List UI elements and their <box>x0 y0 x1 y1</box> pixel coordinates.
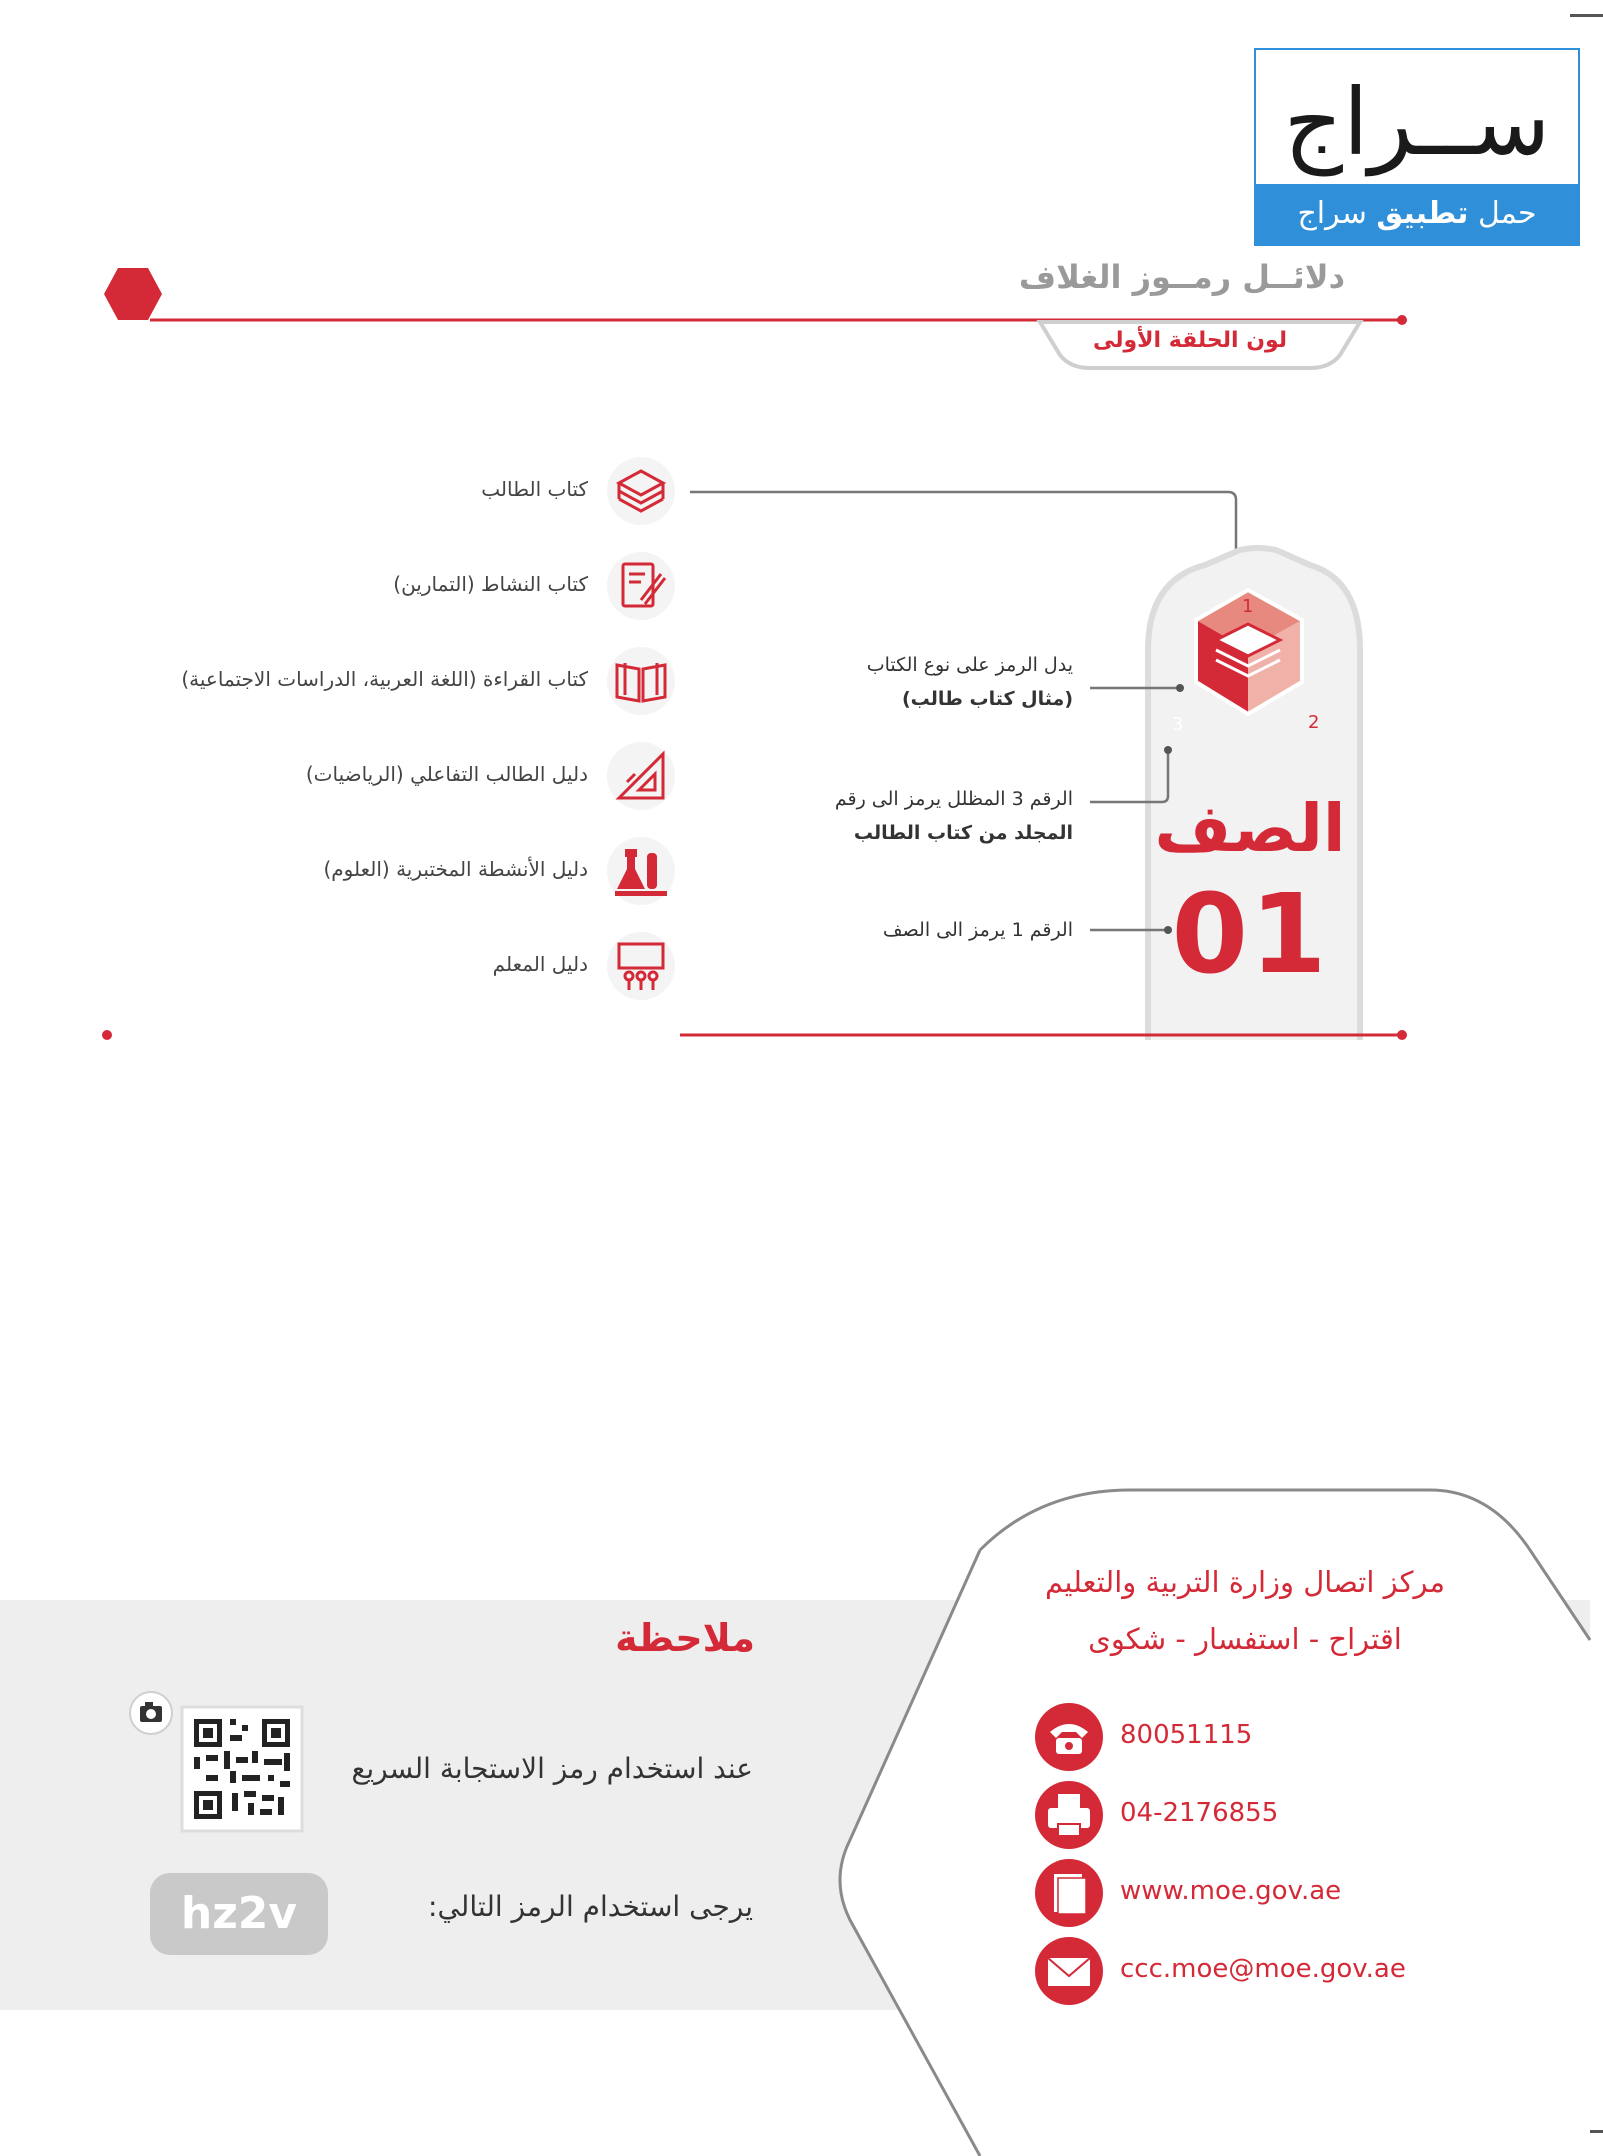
legend-label: كتاب النشاط (التمارين) <box>393 572 588 596</box>
logo-bar-text-1: حمل <box>1477 196 1537 231</box>
open-book-icon <box>605 645 677 717</box>
contact-item-fax[interactable] <box>1034 1780 1474 1850</box>
contact-item-web[interactable] <box>1034 1858 1474 1928</box>
camera-icon <box>128 1690 174 1736</box>
logo-wordmark: ســراج <box>1283 69 1551 176</box>
note-title: ملاحظة <box>615 1616 755 1660</box>
contact-subtitle: اقتراح - استفسار - شكوى <box>1088 1622 1402 1656</box>
contact-item-phone[interactable] <box>1034 1702 1474 1772</box>
note-line-2: يرجى استخدام الرمز التالي: <box>428 1890 753 1923</box>
legend-label: كتاب الطالب <box>481 477 588 501</box>
logo-download-bar[interactable] <box>1256 184 1578 244</box>
explain-volume-line1: الرقم 3 المظلل يرمز الى رقم <box>834 788 1073 810</box>
hex-seg-1-label: 1 <box>1242 596 1254 617</box>
red-hexagon-marker <box>104 268 162 320</box>
legend-label: كتاب القراءة (اللغة العربية، الدراسات الاجتماعية) <box>181 667 588 691</box>
bottom-line-start-dot <box>102 1030 112 1040</box>
section-header-graphic <box>0 250 1603 390</box>
legend-item <box>100 740 700 812</box>
section-subtitle: لون الحلقة الأولى <box>1092 328 1288 353</box>
explain-type-line1: يدل الرمز على نوع الكتاب <box>866 654 1073 676</box>
legend-item <box>100 550 700 622</box>
grade-word: الصف <box>1154 790 1346 867</box>
email-icon <box>1034 1936 1104 2006</box>
phone-icon <box>1034 1702 1104 1772</box>
legend-label: دليل الأنشطة المختبرية (العلوم) <box>323 857 588 881</box>
note-line-1: عند استخدام رمز الاستجابة السريع <box>351 1752 753 1785</box>
logo-bar-text-2: تطبيق <box>1376 196 1469 231</box>
fax-icon <box>1034 1780 1104 1850</box>
legend-item <box>100 835 700 907</box>
explain-volume-line2: المجلد من كتاب الطالب <box>853 822 1073 844</box>
corner-mark-top <box>1570 14 1603 17</box>
siraj-logo <box>1254 48 1580 246</box>
header-line-dot <box>1397 315 1407 325</box>
pencil-paper-icon <box>605 550 677 622</box>
qr-code-icon[interactable] <box>180 1705 304 1833</box>
contact-value: 80051115 <box>1120 1720 1253 1750</box>
ruler-triangle-icon <box>605 740 677 812</box>
qr-access-code: hz2v <box>150 1873 328 1955</box>
legend-item <box>100 645 700 717</box>
explain-type-line2: (مثال كتاب طالب) <box>901 688 1073 710</box>
legend-label: دليل الطالب التفاعلي (الرياضيات) <box>305 762 588 786</box>
contact-value: 04-2176855 <box>1120 1798 1279 1828</box>
legend-item <box>100 930 700 1002</box>
explain-grade: الرقم 1 يرمز الى الصف <box>882 919 1073 941</box>
teacher-board-icon <box>605 930 677 1002</box>
explain-type <box>867 648 1073 716</box>
legend-item <box>100 455 700 527</box>
books-stack-icon <box>605 455 677 527</box>
legend-label: دليل المعلم <box>492 952 588 976</box>
contact-item-email[interactable] <box>1034 1936 1474 2006</box>
lab-flask-icon <box>605 835 677 907</box>
section-title: دلائــل رمــوز الغلاف <box>1018 258 1345 296</box>
hex-seg-2-label: 2 <box>1308 712 1320 733</box>
web-page-icon <box>1034 1858 1104 1928</box>
logo-bar-text-3: سراج <box>1297 196 1367 231</box>
grade-number: 01 <box>1171 870 1329 998</box>
contact-value: www.moe.gov.ae <box>1120 1876 1342 1906</box>
explain-volume <box>835 782 1073 850</box>
contact-title: مركز اتصال وزارة التربية والتعليم <box>1045 1565 1445 1599</box>
hex-seg-3-label: 3 <box>1172 714 1184 735</box>
contact-value: ccc.moe@moe.gov.ae <box>1120 1954 1406 1984</box>
